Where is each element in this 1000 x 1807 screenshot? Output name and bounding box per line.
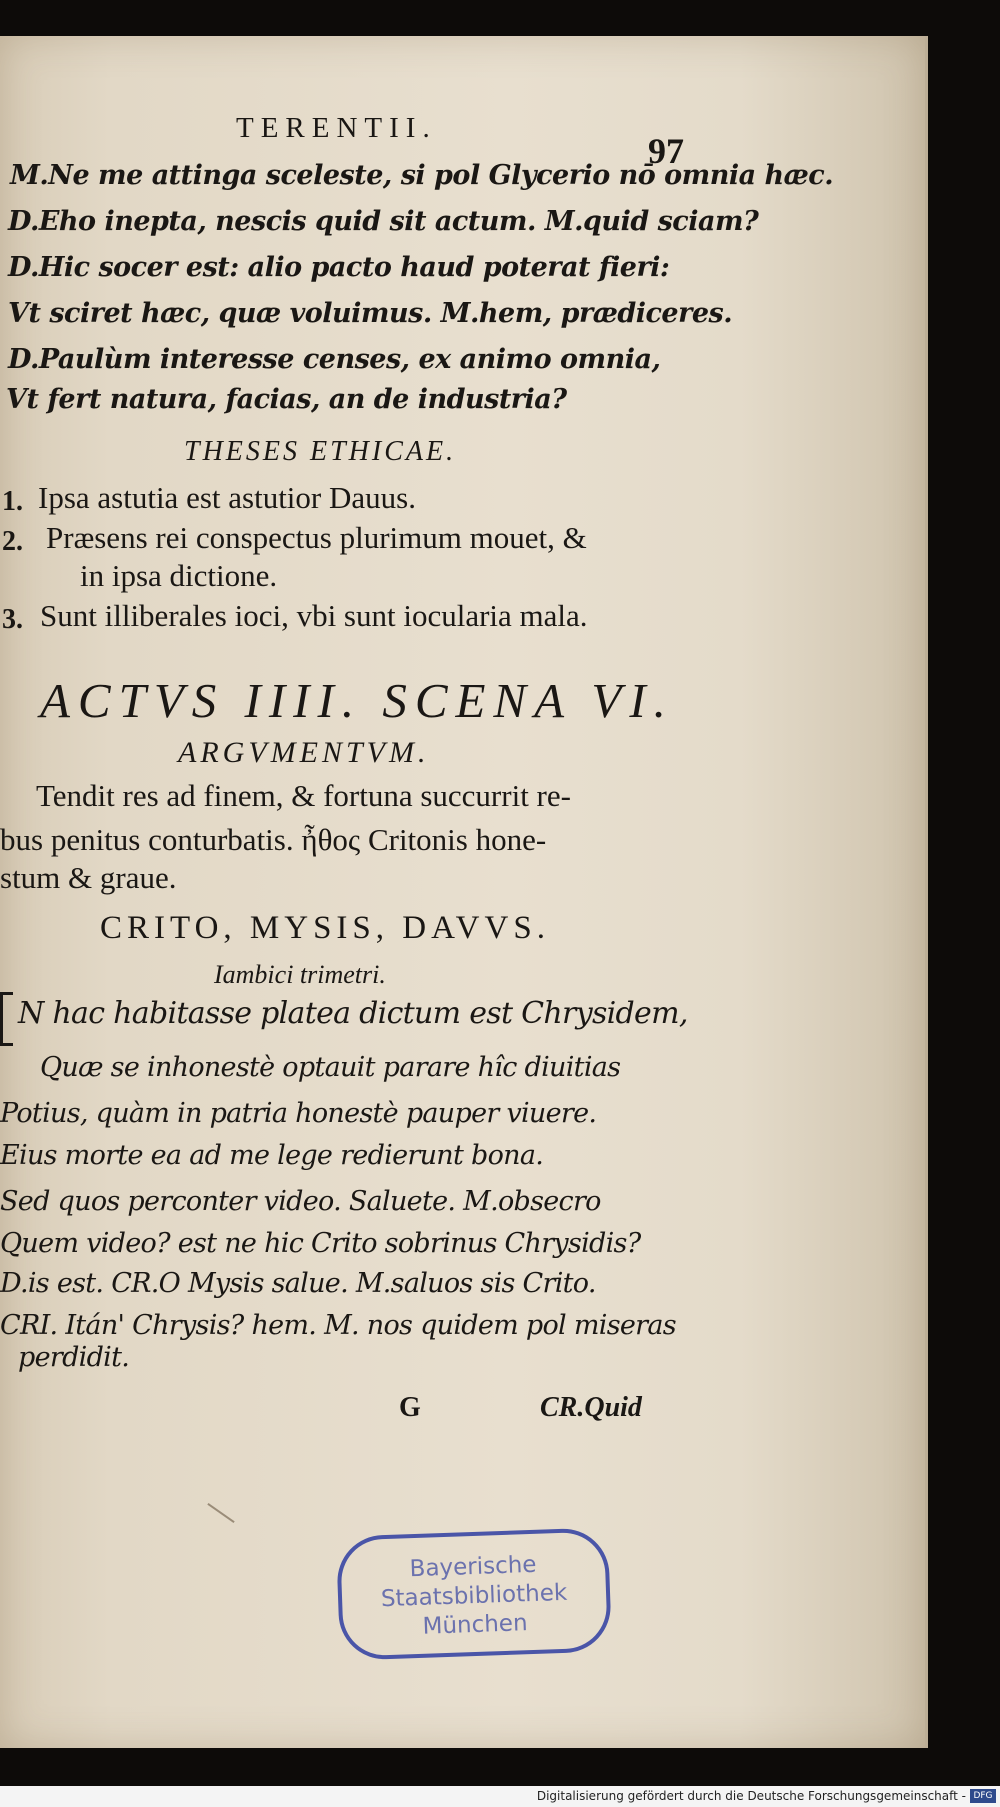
thesis-number: 3.: [2, 604, 23, 635]
thesis-number: 2.: [2, 526, 23, 557]
footer-text: Digitalisierung gefördert durch die Deutsche Forschungsgemeinschaft -: [536, 1789, 966, 1803]
signature-mark: G: [399, 1392, 421, 1423]
theses-heading: THESES ETHICAE.: [184, 436, 457, 467]
argumentum-line: Tendit res ad finem, & fortuna succurrit re-: [36, 778, 571, 813]
verse-line: D.Paulùm interesse censes, ex animo omnia,: [8, 344, 661, 375]
catchword: CR.Quid: [540, 1392, 642, 1423]
argumentum-line: bus penitus conturbatis. ἦθος Critonis hone-: [0, 822, 547, 857]
verse-line: D.Hic socer est: alio pacto haud poterat fieri:: [8, 252, 670, 283]
stamp-line: München: [422, 1610, 528, 1640]
scene-title: ACTVS IIII. SCENA VI.: [40, 673, 674, 728]
play-line: Quæ se inhonestè optauit parare hîc diuitias: [40, 1052, 621, 1083]
verse-line: D.Eho inepta, nescis quid sit actum. M.quid sciam?: [8, 206, 759, 237]
running-title: TERENTII.: [236, 112, 437, 144]
stamp-line: Staatsbibliothek: [380, 1579, 568, 1613]
verse-line: M.Ne me attinga sceleste, si pol Glycerio nō omnia hæc.: [10, 160, 834, 191]
thesis-text: Præsens rei conspectus plurimum mouet, &: [46, 520, 587, 555]
initial-bracket: [0, 992, 13, 1046]
thesis-number: 1.: [2, 486, 23, 517]
stamp-line: Bayerische: [409, 1551, 537, 1583]
play-line: D.is est. CR.O Mysis salue. M.saluos sis Crito.: [0, 1268, 596, 1299]
thesis-text: Sunt illiberales ioci, vbi sunt iocularia mala.: [40, 598, 588, 633]
play-line: Potius, quàm in patria honestè pauper viuere.: [0, 1098, 597, 1129]
argumentum-line: stum & graue.: [0, 860, 177, 895]
meter-note: Iambici trimetri.: [214, 960, 386, 989]
play-line: Eius morte ea ad me lege redierunt bona.: [0, 1140, 544, 1171]
argumentum-heading: ARGVMENTVM.: [178, 736, 430, 769]
thesis-text-continued: in ipsa dictione.: [80, 558, 278, 593]
library-stamp: [336, 1527, 612, 1660]
digitization-footer: [0, 1786, 1000, 1807]
verse-line: Vt sciret hæc, quæ voluimus. M.hem, prædiceres.: [8, 298, 733, 329]
dfg-logo[interactable]: DFG: [970, 1789, 996, 1803]
persons-list: CRITO, MYSIS, DAVVS.: [100, 910, 550, 946]
verse-line: Vt fert natura, facias, an de industria?: [6, 384, 567, 415]
play-line: Quem video? est ne hic Crito sobrinus Chrysidis?: [0, 1228, 641, 1259]
play-line: perdidit.: [18, 1342, 130, 1373]
page-number: 97: [648, 131, 684, 171]
play-line: CRI. Itán' Chrysis? hem. M. nos quidem pol miseras: [0, 1310, 676, 1341]
play-line: Sed quos perconter video. Saluete. M.obsecro: [0, 1186, 601, 1217]
play-line: N hac habitasse platea dictum est Chrysidem,: [18, 996, 688, 1031]
thesis-text: Ipsa astutia est astutior Dauus.: [38, 480, 416, 515]
